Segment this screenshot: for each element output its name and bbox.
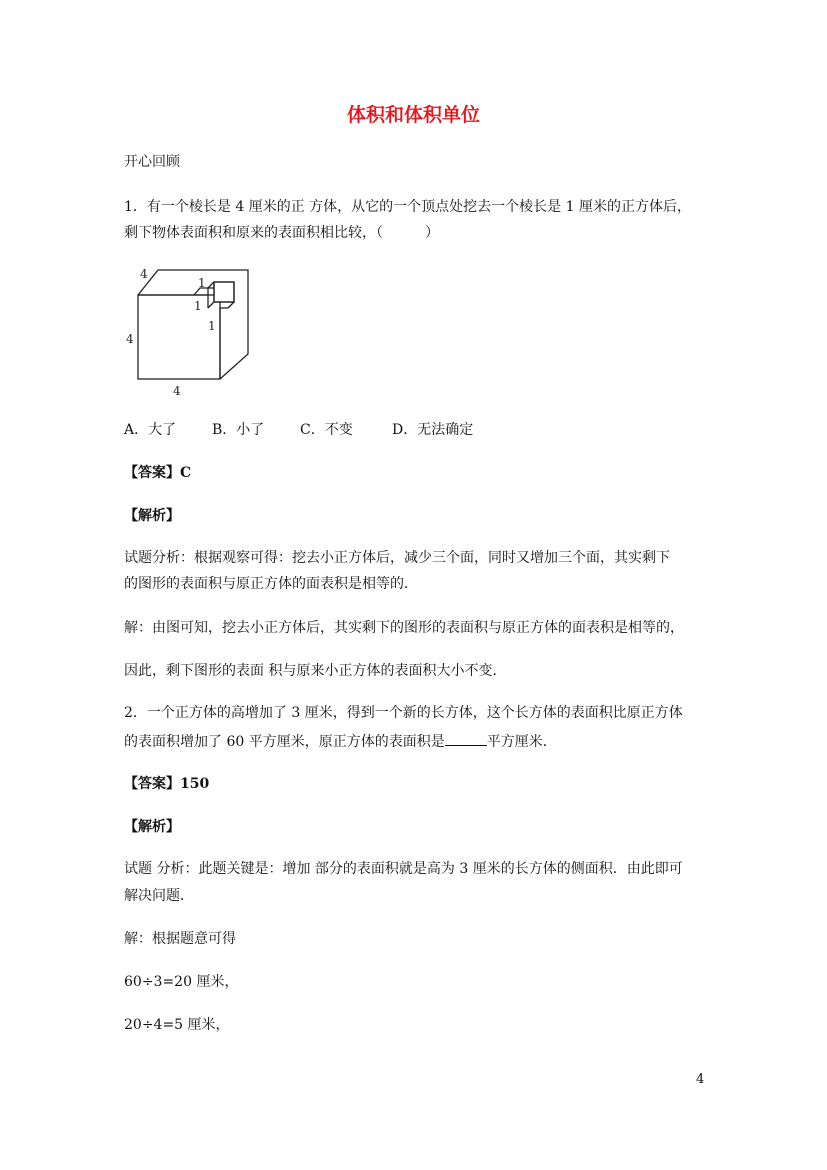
q1-solution-line1: 解：由图可知，挖去小正方体后，其实剩下的图形的表面积与原正方体的面表积是相等的， [124, 620, 684, 636]
page-number: 4 [696, 1072, 705, 1087]
q2-text-line2-pre: 的表面积增加了 60 平方厘米，原正方体的表面积是 [124, 734, 445, 750]
q1-solution-line2: 因此，剩下图形的表面 积与原来小正方体的表面积大小不变． [124, 663, 507, 679]
q2-text-line1: 2．一个正方体的高增加了 3 厘米，得到一个新的长方体，这个长方体的表面积比原正方体 [124, 705, 683, 721]
q1-text-line1: 1．有一个棱长是 4 厘米的正 方体，从它的一个顶点处挖去一个棱长是 1 厘米的正方体后， [124, 199, 691, 215]
section-heading: 开心回顾 [124, 154, 180, 170]
label-left-edge: 4 [126, 332, 134, 346]
q1-answer: 【答案】C [124, 465, 192, 481]
q1-text-line2: 剩下物体表面积和原来的表面积相比较，（ ） [124, 225, 439, 241]
q2-analysis-line2: 解决问题． [124, 888, 194, 904]
cube-figure [122, 262, 262, 400]
q2-text-line2-post: 平方厘米． [486, 734, 557, 750]
q2-analysis-label: 【解析】 [124, 819, 180, 835]
q2-solution-line1: 解：根据题意可得 [124, 931, 236, 947]
answer-blank [445, 731, 487, 746]
q1-analysis-label: 【解析】 [124, 508, 180, 524]
q2-answer: 【答案】150 [124, 776, 210, 792]
q2-calc-line1: 60÷3=20 厘米， [124, 974, 239, 990]
page-title: 体积和体积单位 [346, 104, 480, 126]
q2-text-line2 [124, 731, 557, 751]
option-d: D．无法确定 [392, 422, 474, 438]
q1-analysis-line2: 的图形的表面积与原正方体的面表积是相等的． [124, 576, 418, 592]
label-cut-3: 1 [208, 319, 216, 333]
option-a: A．大了 [124, 422, 177, 438]
label-bottom-edge: 4 [173, 384, 181, 398]
q2-analysis-line1: 试题 分析：此题关键是：增加 部分的表面积就是高为 3 厘米的长方体的侧面积．由此即可 [124, 861, 683, 877]
label-cut-2: 1 [194, 299, 202, 313]
q1-analysis-line1: 试题分析：根据观察可得：挖去小正方体后，减少三个面，同时又增加三个面，其实剩下 [124, 550, 670, 566]
q2-calc-line2: 20÷4=5 厘米， [124, 1017, 230, 1033]
label-cut-1: 1 [198, 276, 206, 290]
q1-options [124, 421, 473, 439]
option-b: B．小了 [212, 422, 265, 438]
option-c: C．不变 [300, 422, 353, 438]
label-top-edge: 4 [140, 267, 148, 281]
